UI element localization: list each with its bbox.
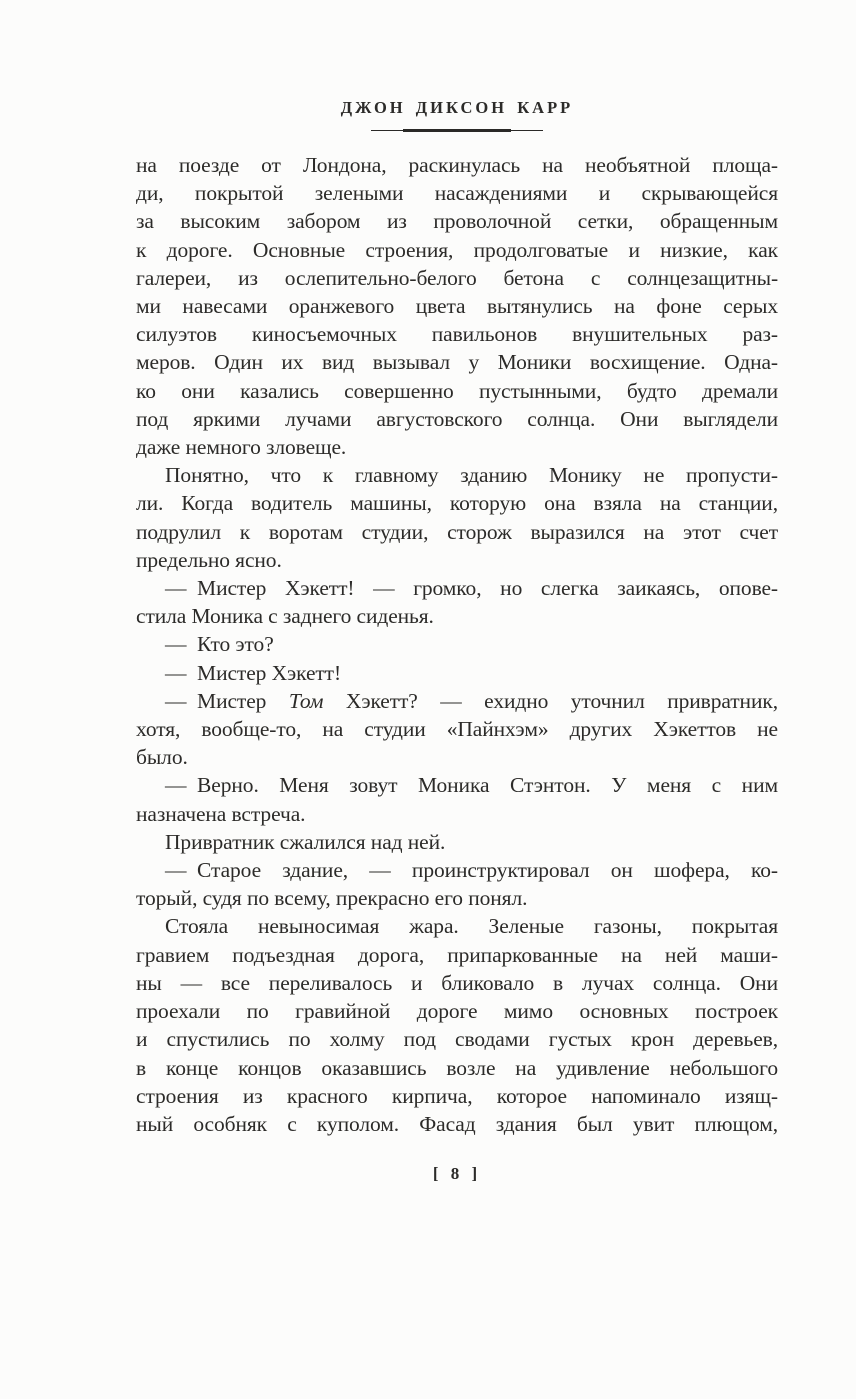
text-line: [136, 884, 778, 912]
text-segment: — Верно. Меня зовут Моника Стэнтон. У меня с ним: [165, 773, 778, 798]
text-segment: Стояла невыносимая жара. Зеленые газоны, покрытая: [165, 914, 778, 939]
book-page: [136, 100, 778, 1184]
text-segment: галереи, из ослепительно-белого бетона с солнцезащитны-: [136, 265, 778, 290]
text-line: [136, 574, 778, 602]
text-line: [136, 377, 778, 405]
text-line: [136, 1054, 778, 1082]
text-segment: ный особняк с куполом. Фасад здания был увит плющом,: [136, 1111, 778, 1136]
text-segment: гравием подъездная дорога, припаркованные на ней маши-: [136, 942, 778, 967]
text-segment: даже немного зловеще.: [136, 435, 347, 460]
text-line: [136, 912, 778, 940]
running-header-author: ДЖОН ДИКСОН КАРР: [340, 98, 574, 117]
text-line: [136, 320, 778, 348]
text-line: [136, 687, 778, 715]
text-segment: в конце концов оказавшись возле на удивление небольшого: [136, 1055, 778, 1080]
text-line: [136, 151, 778, 179]
text-segment: — Мистер Хэкетт! — громко, но слегка заикаясь, опове-: [165, 576, 778, 601]
text-line: [136, 771, 778, 799]
text-segment: подрулил к воротам студии, сторож выразился на этот счет: [136, 519, 778, 544]
text-segment: ди, покрытой зелеными насаждениями и скрывающейся: [136, 181, 778, 206]
text-line: [136, 856, 778, 884]
text-line: [136, 433, 778, 461]
text-line: [136, 997, 778, 1025]
text-line: [136, 207, 778, 235]
text-line: [136, 630, 778, 658]
text-line: [136, 800, 778, 828]
text-line: [136, 743, 778, 771]
text-segment: предельно ясно.: [136, 547, 282, 572]
text-segment: за высоким забором из проволочной сетки, обращенным: [136, 209, 778, 234]
decorative-rule-thick-line: [403, 129, 511, 132]
text-line: [136, 264, 778, 292]
text-line: [136, 518, 778, 546]
text-line: [136, 348, 778, 376]
text-line: [136, 489, 778, 517]
text-segment: строения из красного кирпича, которое напоминало изящ-: [136, 1083, 778, 1108]
text-line: [136, 1110, 778, 1138]
text-segment: стила Моника с заднего сиденья.: [136, 604, 434, 629]
text-segment: меров. Один их вид вызывал у Моники восхищение. Одна-: [136, 350, 778, 375]
text-segment: торый, судя по всему, прекрасно его понял.: [136, 886, 528, 911]
text-segment: к дороге. Основные строения, продолговатые и низкие, как: [136, 237, 778, 262]
text-segment: — Кто это?: [165, 632, 274, 657]
text-line: [136, 715, 778, 743]
text-segment: — Мистер: [165, 688, 289, 713]
text-segment: хотя, вообще-то, на студии «Пайнхэм» других Хэкеттов не: [136, 717, 778, 742]
text-segment: под яркими лучами августовского солнца. Они выглядели: [136, 406, 778, 431]
text-line: [136, 292, 778, 320]
text-line: [136, 1082, 778, 1110]
text-line: [136, 405, 778, 433]
text-line: [136, 461, 778, 489]
text-segment: назначена встреча.: [136, 801, 306, 826]
text-segment: Понятно, что к главному зданию Монику не пропусти-: [165, 463, 778, 488]
italic-text: Том: [288, 688, 324, 713]
text-segment: было.: [136, 745, 188, 770]
text-line: [136, 969, 778, 997]
text-segment: — Мистер Хэкетт!: [165, 660, 342, 685]
page-body: [136, 151, 778, 1138]
decorative-rule: [371, 129, 543, 132]
text-segment: силуэтов киносъемочных павильонов внушительных раз-: [136, 322, 778, 347]
text-line: [136, 659, 778, 687]
text-segment: ми навесами оранжевого цвета вытянулись на фоне серых: [136, 294, 778, 319]
text-segment: Привратник сжалился над ней.: [165, 829, 446, 854]
text-line: [136, 546, 778, 574]
text-segment: Хэкетт? — ехидно уточнил привратник,: [323, 688, 778, 713]
text-segment: на поезде от Лондона, раскинулась на необъятной площа-: [136, 153, 778, 177]
text-line: [136, 828, 778, 856]
text-line: [136, 179, 778, 207]
page-number: [ 8 ]: [432, 1164, 482, 1184]
text-segment: ко они казались совершенно пустынными, будто дремали: [136, 378, 778, 403]
text-line: [136, 236, 778, 264]
text-segment: проехали по гравийной дороге мимо основных построек: [136, 999, 778, 1024]
text-line: [136, 941, 778, 969]
text-segment: и спустились по холму под сводами густых крон деревьев,: [136, 1027, 778, 1052]
text-segment: ли. Когда водитель машины, которую она взяла на станции,: [136, 491, 778, 516]
text-line: [136, 602, 778, 630]
text-line: [136, 1025, 778, 1053]
text-segment: ны — все переливалось и бликовало в лучах солнца. Они: [136, 970, 778, 995]
text-segment: — Старое здание, — проинструктировал он шофера, ко-: [165, 858, 778, 883]
